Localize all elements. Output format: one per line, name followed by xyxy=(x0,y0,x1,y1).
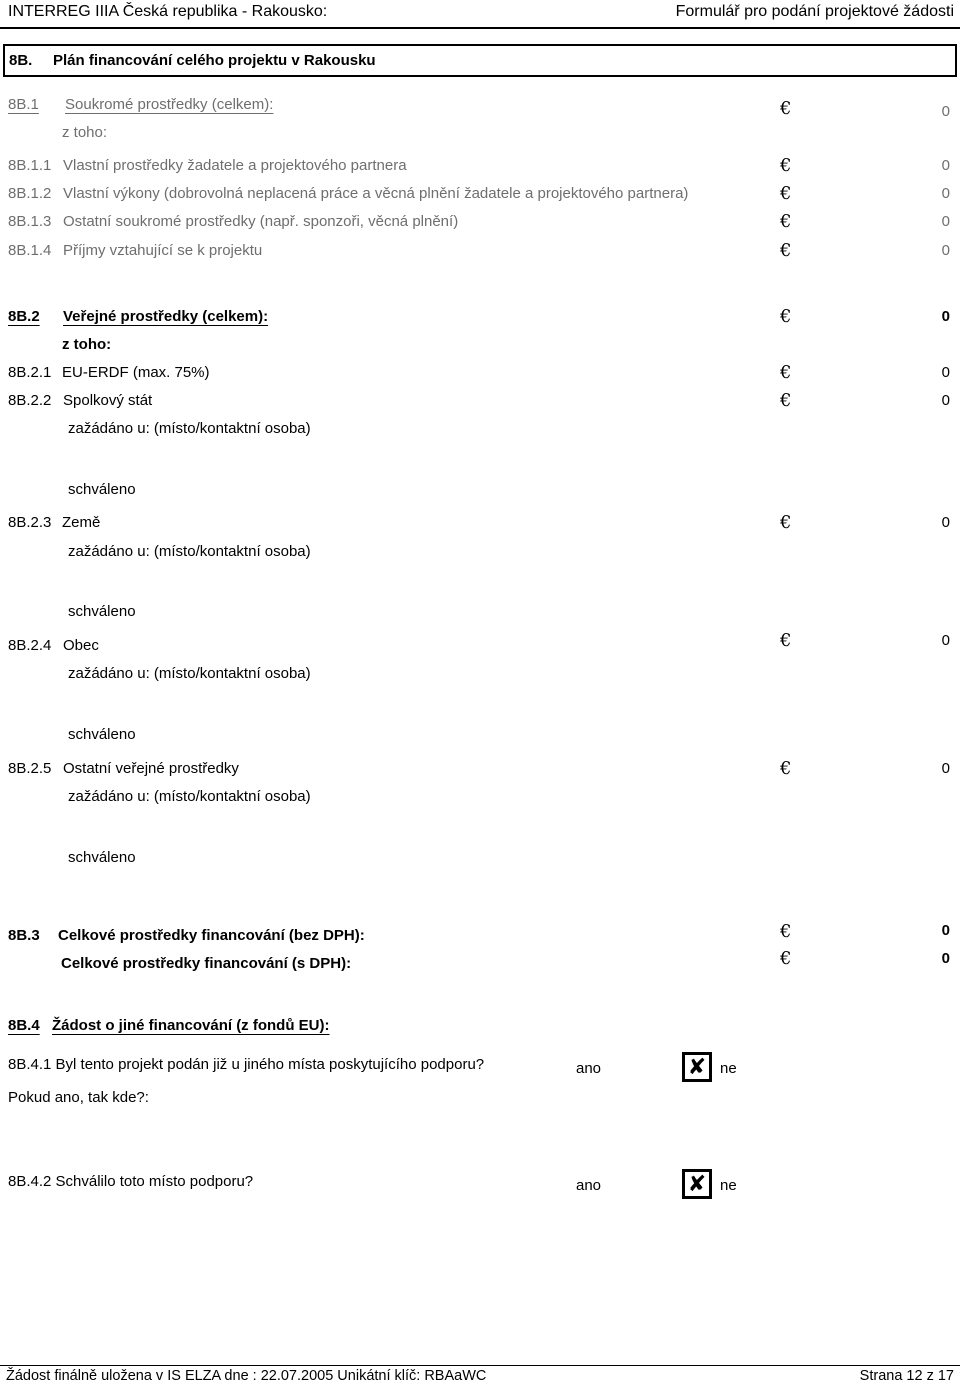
header-divider xyxy=(0,27,960,29)
footer-divider xyxy=(0,1365,960,1366)
euro-icon: € xyxy=(780,630,792,651)
euro-icon: € xyxy=(780,240,792,261)
total-with-vat-value: 0 xyxy=(941,950,950,967)
requested-at-label: zažádáno u: (místo/kontaktní osoba) xyxy=(68,788,311,805)
requested-at-label: zažádáno u: (místo/kontaktní osoba) xyxy=(68,543,311,560)
cross-mark-icon: ✘ xyxy=(687,1171,707,1196)
euro-icon: € xyxy=(780,183,792,204)
approved-label: schváleno xyxy=(68,726,136,743)
footer-page-number: Strana 12 z 17 xyxy=(859,1368,954,1384)
private-item-code: 8B.1.4 xyxy=(8,242,52,259)
public-item-code: 8B.2.4 xyxy=(8,637,52,654)
yes-option-label[interactable]: ano xyxy=(576,1177,602,1194)
header-program-title: INTERREG IIIA Česká republika - Rakousko: xyxy=(8,3,328,20)
euro-icon: € xyxy=(780,211,792,232)
if-yes-where-label: Pokud ano, tak kde?: xyxy=(8,1089,149,1106)
public-item-label: Země xyxy=(62,514,101,531)
requested-at-label: zažádáno u: (místo/kontaktní osoba) xyxy=(68,420,311,437)
no-option-label[interactable]: ne xyxy=(720,1060,737,1077)
euro-icon: € xyxy=(780,758,792,779)
total-without-vat-value: 0 xyxy=(941,922,950,939)
public-of-which: z toho: xyxy=(62,336,112,353)
question-other-place: 8B.4.1 Byl tento projekt podán již u jiného místa poskytujícího podporu? xyxy=(8,1056,485,1073)
public-item-value: 0 xyxy=(941,760,950,777)
other-funding-title: Žádost o jiné financování (z fondů EU): xyxy=(52,1017,330,1034)
totals-code: 8B.3 xyxy=(8,927,40,944)
private-item-value: 0 xyxy=(941,185,950,202)
public-item-value: 0 xyxy=(941,392,950,409)
checkbox-q1[interactable] xyxy=(682,1052,712,1082)
public-item-value: 0 xyxy=(941,514,950,531)
footer-save-info: Žádost finálně uložena v IS ELZA dne : 22.07.2005 Unikátní klíč: RBAaWC xyxy=(6,1368,487,1384)
section-code: 8B. xyxy=(9,52,33,69)
checkbox-q2[interactable] xyxy=(682,1169,712,1199)
euro-icon: € xyxy=(780,155,792,176)
public-total-value: 0 xyxy=(941,308,950,325)
private-item-value: 0 xyxy=(941,213,950,230)
private-total-value: 0 xyxy=(941,103,950,120)
private-item-value: 0 xyxy=(941,242,950,259)
other-funding-code: 8B.4 xyxy=(8,1017,40,1034)
public-item-value: 0 xyxy=(941,632,950,649)
public-code: 8B.2 xyxy=(8,308,40,325)
private-item-label: Ostatní soukromé prostředky (např. sponzoři, věcná plnění) xyxy=(63,213,459,230)
section-title: Plán financování celého projektu v Rakousku xyxy=(53,52,376,69)
euro-icon: € xyxy=(780,306,792,327)
total-without-vat-label: Celkové prostředky financování (bez DPH): xyxy=(58,927,365,944)
private-item-label: Vlastní výkony (dobrovolná neplacená práce a věcná plnění žadatele a projektového partnera) xyxy=(63,185,689,202)
cross-mark-icon: ✘ xyxy=(687,1054,707,1079)
approved-label: schváleno xyxy=(68,481,136,498)
private-item-code: 8B.1.3 xyxy=(8,213,52,230)
private-total-label: Soukromé prostředky (celkem): xyxy=(65,96,274,113)
no-option-label[interactable]: ne xyxy=(720,1177,737,1194)
approved-label: schváleno xyxy=(68,849,136,866)
public-item-code: 8B.2.2 xyxy=(8,392,52,409)
euro-icon: € xyxy=(780,390,792,411)
approved-label: schváleno xyxy=(68,603,136,620)
euro-icon: € xyxy=(780,921,792,942)
euro-icon: € xyxy=(780,362,792,383)
yes-option-label[interactable]: ano xyxy=(576,1060,602,1077)
public-item-code: 8B.2.1 xyxy=(8,364,52,381)
requested-at-label: zažádáno u: (místo/kontaktní osoba) xyxy=(68,665,311,682)
question-place-approved: 8B.4.2 Schválilo toto místo podporu? xyxy=(8,1173,254,1190)
private-of-which: z toho: xyxy=(62,124,108,141)
euro-icon: € xyxy=(780,98,792,119)
header-form-title: Formulář pro podání projektové žádosti xyxy=(675,3,954,20)
private-code: 8B.1 xyxy=(8,96,39,113)
private-item-label: Příjmy vztahující se k projektu xyxy=(63,242,263,259)
public-item-label: Ostatní veřejné prostředky xyxy=(63,760,239,777)
total-with-vat-label: Celkové prostředky financování (s DPH): xyxy=(61,955,352,972)
euro-icon: € xyxy=(780,512,792,533)
private-item-label: Vlastní prostředky žadatele a projektového partnera xyxy=(63,157,407,174)
private-item-code: 8B.1.2 xyxy=(8,185,52,202)
private-item-value: 0 xyxy=(941,157,950,174)
private-item-code: 8B.1.1 xyxy=(8,157,52,174)
public-item-code: 8B.2.3 xyxy=(8,514,52,531)
public-item-label: EU-ERDF (max. 75%) xyxy=(62,364,210,381)
euro-icon: € xyxy=(780,948,792,969)
public-total-label: Veřejné prostředky (celkem): xyxy=(63,308,269,325)
public-item-label: Spolkový stát xyxy=(63,392,153,409)
public-item-value: 0 xyxy=(941,364,950,381)
public-item-code: 8B.2.5 xyxy=(8,760,52,777)
public-item-label: Obec xyxy=(63,637,99,654)
